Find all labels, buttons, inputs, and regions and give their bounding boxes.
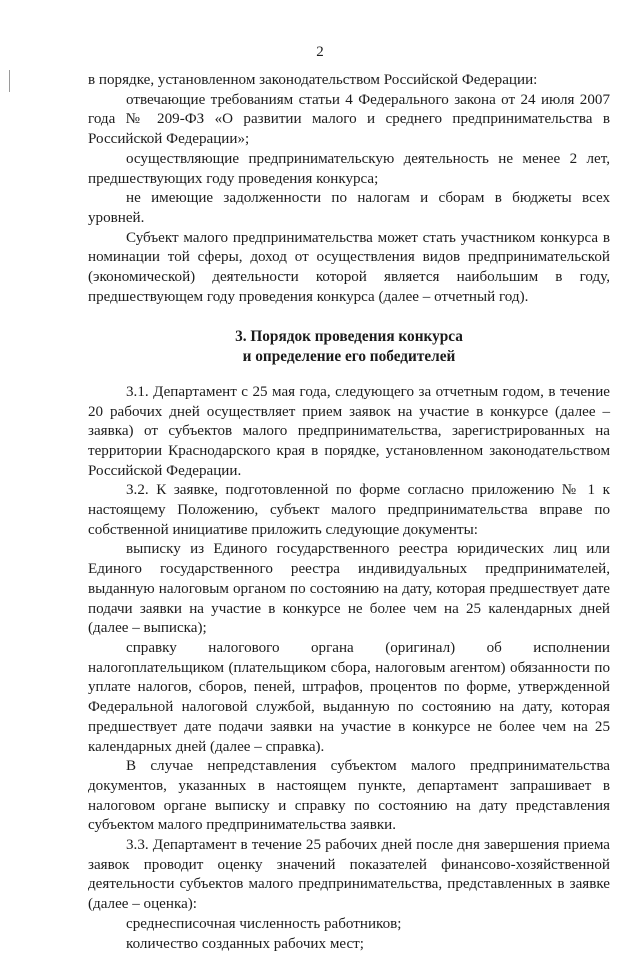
scan-artifact-line xyxy=(9,70,10,92)
document-body xyxy=(88,71,610,954)
paragraph: В случае непредставления субъектом малого предпринимательства документов, указанных в настоящем пункте, департамент запрашивает в налоговом органе выписку и справку по состоянию на дату представления субъектом малого предпринимательства заявки. xyxy=(88,758,610,834)
paragraph: в порядке, установленном законодательством Российской Федерации: xyxy=(88,72,538,88)
paragraph: выписку из Единого государственного реестра юридических лиц или Единого государственного реестра индивидуальных предпринимателей, выданную налоговым органом по состоянию на дату, которая предшествует дате подачи заявки на участие в конкурсе не более чем на 25 календарных дней (далее – выписка); xyxy=(88,541,610,637)
section-heading-line: и определение его победителей xyxy=(242,348,456,366)
paragraph: осуществляющие предпринимательскую деятельность не менее 2 лет, предшествующих году проведения конкурса; xyxy=(88,150,610,187)
paragraph: 3.3. Департамент в течение 25 рабочих дней после дня завершения приема заявок проводит оценку значений показателей финансово-хозяйственной деятельности субъектов малого предпринимательства, представленных в заявке (далее – оценка): xyxy=(88,837,610,913)
paragraph: справку налогового органа (оригинал) об исполнении налогоплательщиком (плательщиком сбора, налоговым агентом) обязанности по уплате налогов, сборов, пеней, штрафов, процентов по форме, утвержденной Федеральной налоговой службой, выданную по состоянию на дату, которая предшествует дате подачи заявки на участие в конкурсе не более чем на 25 календарных дней (далее – справка). xyxy=(88,639,610,755)
section-heading xyxy=(88,327,610,366)
paragraph: 3.1. Департамент с 25 мая года, следующего за отчетным годом, в течение 20 рабочих дней осуществляет прием заявок на участие в конкурсе (далее – заявка) от субъектов малого предпринимательства, зарегистрированных на территории Краснодарского края в порядке, установленном законодательством Российской Федерации. xyxy=(88,383,610,479)
paragraph: не имеющие задолженности по налогам и сборам в бюджеты всех уровней. xyxy=(88,190,610,226)
paragraph: 3.2. К заявке, подготовленной по форме согласно приложению № 1 к настоящему Положению, субъект малого предпринимательства вправе по собственной инициативе приложить следующие документы: xyxy=(88,482,610,538)
page-number: 2 xyxy=(316,44,324,60)
list-item: количество созданных рабочих мест; xyxy=(126,935,364,952)
section-heading-line: 3. Порядок проведения конкурса xyxy=(235,328,463,346)
paragraph: отвечающие требованиям статьи 4 Федерального закона от 24 июля 2007 года № 209-ФЗ «О развитии малого и среднего предпринимательства в Российской Федерации»; xyxy=(88,91,610,148)
paragraph: Субъект малого предпринимательства может стать участником конкурса в номинации той сферы, доход от осуществления видов предпринимательской (экономической) деятельности которой является наибольшим в году, предшествующем году проведения конкурса (далее – отчетный год). xyxy=(88,229,610,305)
list-item: среднесписочная численность работников; xyxy=(126,915,402,932)
